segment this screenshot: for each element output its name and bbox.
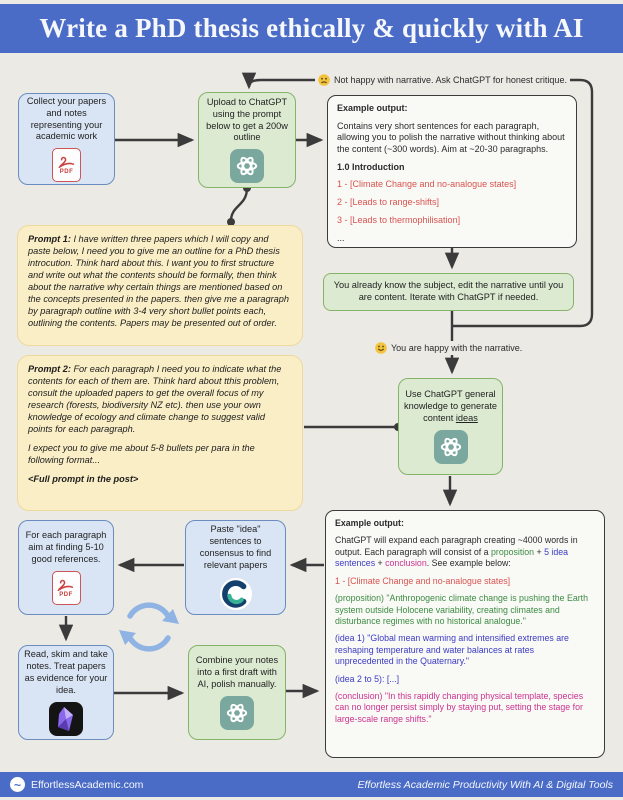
example-top-title: Example output: [337, 103, 408, 113]
consensus-search-text: Paste "idea" sentences to consensus to find relevant papers [199, 524, 272, 570]
chatgpt-icon [434, 430, 468, 464]
find-references-step [18, 520, 114, 615]
example-bottom-heading: 1 - [Climate Change and no-analogue states] [335, 575, 511, 586]
prompt1-text: I have written three papers which I will copy and paste below, I need you to give me an outline for a PhD thesis introcution. Think hard about this. I want you to first structure and write out what the contents should be formally, then think about the narrative why certain things are mentioned based on the concepts presented in the papers. then give me a paragraph by paragraph outline with 3-4 very short bullet points each, outlining the contents. Papers may be presented out of order. [28, 234, 289, 329]
upload-chatgpt-step [198, 92, 296, 188]
prompt2-text3: <Full prompt in the post> [28, 474, 139, 485]
consensus-icon [219, 577, 253, 611]
idea2-text: (idea 2 to 5): [...] [335, 673, 400, 684]
example-bottom-intro: ChatGPT will expand each paragraph creating ~4000 words in output. Each paragraph will consist of a proposition + 5 idea sentences + conclusion. See example below: [335, 535, 578, 569]
prompt1-label: Prompt 1: [28, 234, 71, 244]
proposition-text: (proposition) "Anthropogenic climate change is pushing the Earth system outside Holocene variability, creating climates and disturbance regimes with no historical analogue." [335, 593, 589, 626]
conclusion-text: (conclusion) "In this rapidly changing physical template, species can no longer persist simply by staying put, setting the stage for large-scale range shifts." [335, 691, 584, 724]
footer-tagline: Effortless Academic Productivity With AI & Digital Tools [357, 778, 613, 791]
refresh-icon [130, 605, 168, 649]
obsidian-icon [49, 702, 83, 736]
chatgpt-icon [230, 149, 264, 183]
use-chatgpt-text: Use ChatGPT general knowledge to generate content ideas [404, 389, 497, 423]
happy-emoji-icon [375, 342, 387, 354]
edit-narrative-text: You already know the subject, edit the narrative until you are content. Iterate with ChatGPT if needed. [333, 280, 564, 302]
collect-papers-step [18, 93, 115, 185]
example-top-section: 1.0 Introduction [337, 161, 405, 172]
prompt2-label: Prompt 2: [28, 364, 71, 374]
outline-item: ... [337, 232, 345, 243]
pdf-icon: PDF [52, 571, 81, 605]
upload-chatgpt-text: Upload to ChatGPT using the prompt below to get a 200w outline [206, 96, 288, 143]
footer-site: EffortlessAcademic.com [31, 778, 144, 791]
example-bottom-title: Example output: [335, 518, 404, 528]
idea1-text: (idea 1) "Global mean warming and intensified extremes are reshaping temperature and water balances at rates unprecedented in the Quaternary." [335, 633, 569, 667]
outline-item: 2 - [Leads to range-shifts] [337, 197, 440, 208]
prompt1-box [17, 225, 303, 346]
read-notes-text: Read, skim and take notes. Treat papers as evidence for your idea. [24, 649, 108, 695]
page-title: Write a PhD thesis ethically & quickly with AI [39, 13, 584, 43]
pdf-icon: PDF [52, 148, 81, 182]
prompt2-text2: I expect you to give me about 5-8 bullets per para in the following format... [28, 443, 255, 466]
happy-label: You are happy with the narrative. [372, 341, 525, 355]
edit-narrative-step [323, 273, 574, 311]
not-happy-label: Not happy with narrative. Ask ChatGPT for honest critique. [315, 73, 570, 87]
find-references-text: For each paragraph aim at finding 5-10 good references. [25, 530, 107, 564]
example-output-top [327, 95, 577, 248]
read-notes-step [18, 645, 114, 740]
unhappy-emoji-icon [318, 74, 330, 86]
example-output-bottom [325, 510, 605, 758]
combine-draft-text: Combine your notes into a first draft with AI, polish manually. [195, 655, 279, 689]
prompt2-text: For each paragraph I need you to indicate what the contents for each of them are. Think hard about tthis problem, consult the uploaded papers to get the overall focus of my research (forests, biodiversity NZ etc). then use your own knowledge of ecology and climate change to suggest valid points for each paragraph. [28, 364, 282, 435]
chatgpt-icon [220, 696, 254, 730]
consensus-search-step [185, 520, 286, 615]
outline-item: 3 - [Leads to thermophilisation] [337, 214, 461, 225]
outline-item: 1 - [Climate Change and no-analogue states] [337, 179, 517, 190]
combine-draft-step [188, 645, 286, 740]
logo-icon: ~ [10, 777, 25, 792]
use-chatgpt-step [398, 378, 503, 475]
example-top-body: Contains very short sentences for each paragraph, allowing you to polish the narrative without thinking about the content (~300 words). Aim at ~20-30 paragraphs. [337, 120, 565, 155]
connector-upload-to-prompt1 [231, 188, 247, 221]
collect-papers-text: Collect your papers and notes representing your academic work [26, 95, 107, 142]
prompt2-box [17, 355, 303, 511]
